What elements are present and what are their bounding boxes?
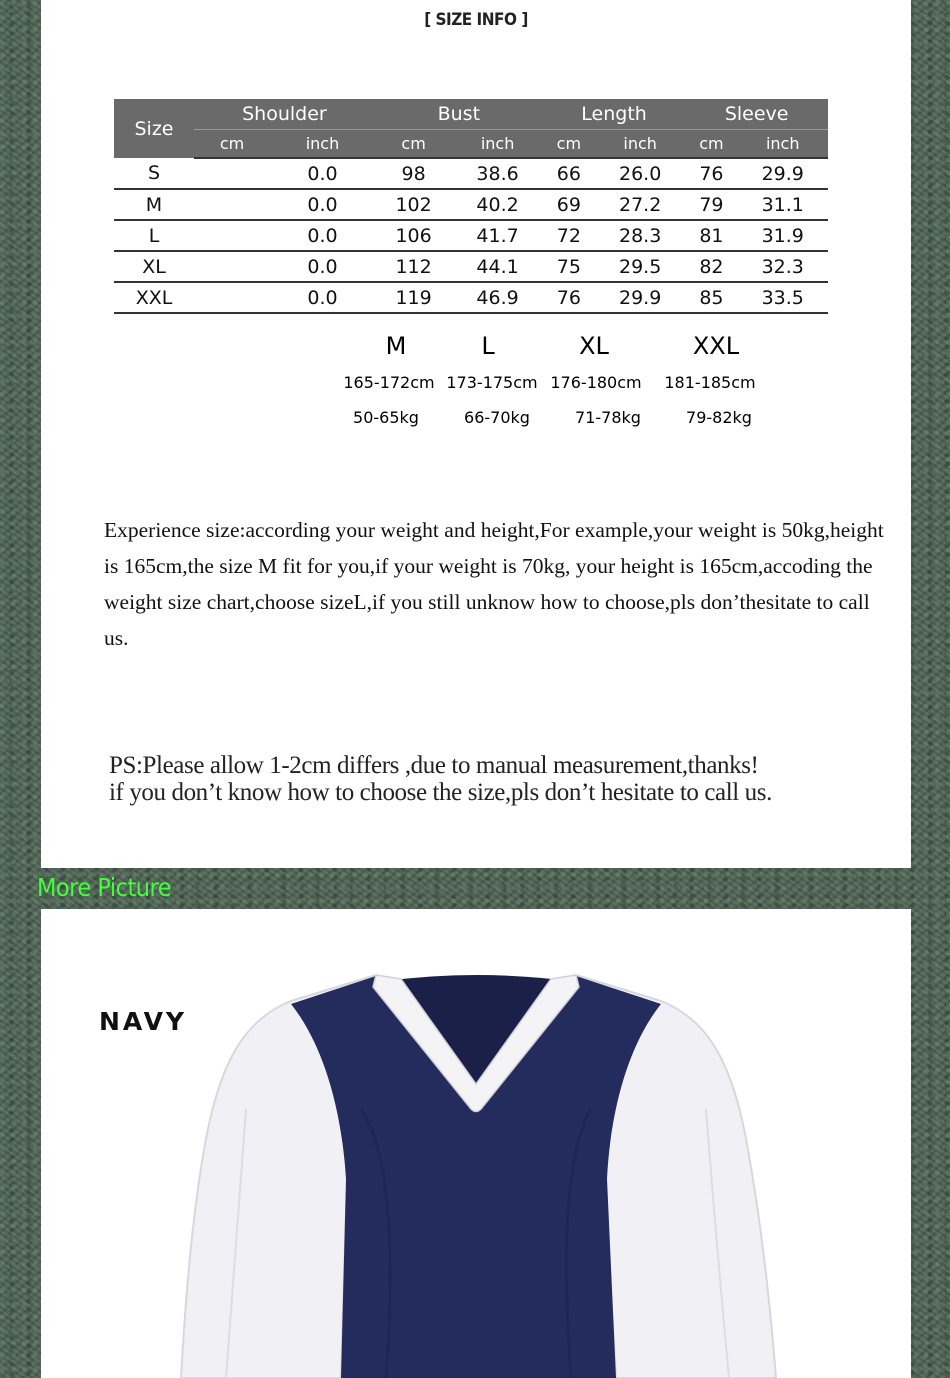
table-cell: 38.6 xyxy=(452,158,542,189)
table-cell: 32.3 xyxy=(737,251,828,282)
unit-cell: inch xyxy=(737,130,828,159)
table-cell: 102 xyxy=(375,189,453,220)
unit-cell: cm xyxy=(543,130,595,159)
table-cell: 66 xyxy=(543,158,595,189)
table-cell xyxy=(194,251,270,282)
header-shoulder: Shoulder xyxy=(194,99,375,130)
table-cell: XXL xyxy=(114,282,194,313)
table-cell: 106 xyxy=(375,220,453,251)
fit-weight-range: 66-70kg xyxy=(464,408,530,427)
unit-cell: inch xyxy=(452,130,542,159)
table-cell xyxy=(194,189,270,220)
table-cell: 75 xyxy=(543,251,595,282)
unit-cell: inch xyxy=(270,130,375,159)
fit-height-range: 176-180cm xyxy=(550,373,642,392)
table-cell: 29.5 xyxy=(595,251,685,282)
header-size: Size xyxy=(114,99,194,158)
table-cell: 26.0 xyxy=(595,158,685,189)
table-cell: S xyxy=(114,158,194,189)
table-cell: 0.0 xyxy=(270,189,375,220)
fit-size-label: XXL xyxy=(692,332,740,360)
ps-line: PS:Please allow 1-2cm differs ,due to manual measurement,thanks! xyxy=(109,752,759,779)
table-cell: 119 xyxy=(375,282,453,313)
table-cell: 76 xyxy=(685,158,737,189)
table-cell: 44.1 xyxy=(452,251,542,282)
unit-cell: inch xyxy=(595,130,685,159)
size-info-panel xyxy=(41,0,911,868)
table-cell: 72 xyxy=(543,220,595,251)
fit-size-label: XL xyxy=(579,332,609,360)
table-cell: M xyxy=(114,189,194,220)
table-cell xyxy=(194,220,270,251)
table-cell: 98 xyxy=(375,158,453,189)
fit-weight-range: 50-65kg xyxy=(353,408,419,427)
unit-cell: cm xyxy=(685,130,737,159)
table-cell: 112 xyxy=(375,251,453,282)
unit-cell: cm xyxy=(194,130,270,159)
experience-size-text: Experience size:according your weight and height,For example,your weight is 50kg,height is 165cm,the size M fit for you,if your weight is 70kg, your height is 165cm,accoding the weight size chart,choose sizeL,if you still unknow how to choose,pls don’thesitate to call us. xyxy=(104,518,884,650)
fit-weight-range: 71-78kg xyxy=(575,408,641,427)
table-cell: 31.9 xyxy=(737,220,828,251)
table-cell: 0.0 xyxy=(270,282,375,313)
color-label: NAVY xyxy=(99,1007,188,1036)
table-row xyxy=(114,189,828,220)
table-cell: 40.2 xyxy=(452,189,542,220)
table-cell: L xyxy=(114,220,194,251)
fit-height-range: 173-175cm xyxy=(446,373,538,392)
table-cell xyxy=(194,282,270,313)
fit-height-range: 181-185cm xyxy=(664,373,756,392)
fit-size-label: L xyxy=(481,332,495,360)
size-table-units-row xyxy=(114,130,828,159)
table-cell: 29.9 xyxy=(737,158,828,189)
table-cell: 31.1 xyxy=(737,189,828,220)
product-photo-panel xyxy=(41,909,911,1378)
table-cell: 0.0 xyxy=(270,251,375,282)
fit-size-label: M xyxy=(385,332,407,360)
table-cell: 27.2 xyxy=(595,189,685,220)
table-cell: 69 xyxy=(543,189,595,220)
navy-shirt-image xyxy=(41,909,911,1378)
size-table xyxy=(114,99,828,314)
table-cell: 79 xyxy=(685,189,737,220)
table-cell: 28.3 xyxy=(595,220,685,251)
header-length: Length xyxy=(543,99,686,130)
fit-weight-range: 79-82kg xyxy=(686,408,752,427)
table-cell: 81 xyxy=(685,220,737,251)
table-cell: 85 xyxy=(685,282,737,313)
size-info-title: [ SIZE INFO ] xyxy=(424,10,528,30)
more-picture-heading: More Picture xyxy=(37,873,172,902)
header-sleeve: Sleeve xyxy=(685,99,828,130)
table-row xyxy=(114,251,828,282)
table-row xyxy=(114,282,828,313)
table-cell: 29.9 xyxy=(595,282,685,313)
fit-height-range: 165-172cm xyxy=(343,373,435,392)
table-cell: 33.5 xyxy=(737,282,828,313)
header-bust: Bust xyxy=(375,99,543,130)
table-cell: 76 xyxy=(543,282,595,313)
table-cell: 82 xyxy=(685,251,737,282)
table-cell: 41.7 xyxy=(452,220,542,251)
table-cell xyxy=(194,158,270,189)
table-row xyxy=(114,158,828,189)
ps-line: if you don’t know how to choose the size,pls don’t hesitate to call us. xyxy=(109,779,772,806)
size-table-header-row xyxy=(114,99,828,130)
unit-cell: cm xyxy=(375,130,453,159)
table-cell: 0.0 xyxy=(270,220,375,251)
table-cell: XL xyxy=(114,251,194,282)
table-cell: 0.0 xyxy=(270,158,375,189)
ps-note xyxy=(109,752,899,806)
table-row xyxy=(114,220,828,251)
table-cell: 46.9 xyxy=(452,282,542,313)
